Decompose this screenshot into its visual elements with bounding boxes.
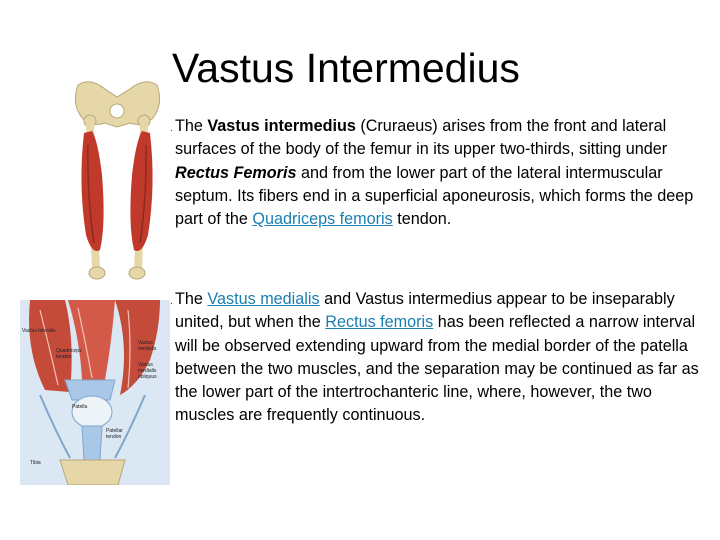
text-run: (Cruraeus) arises from the front and lateral surfaces of the body of the femur in its upper two-thirds, sitting under [175, 117, 668, 159]
link-vastus-medialis[interactable]: Vastus medialis [207, 290, 320, 308]
text-run: The [175, 117, 208, 135]
bullet-marker: . [170, 123, 173, 134]
bold-italic-rectus-femoris: Rectus Femoris [175, 163, 297, 182]
text-run: has been reflected a narrow interval will be observed extending upward from the medial border of the patella between the two muscles, and the separation may be continued as far as the lower part of the intertrochanteric line, where, however, the two muscles are frequently continuous. [175, 313, 699, 425]
label-patellar-tendon: Patellar tendon [106, 428, 123, 440]
paragraph-relations [175, 288, 705, 428]
slide-title: Vastus Intermedius [172, 45, 520, 91]
link-quadriceps-femoris[interactable]: Quadriceps femoris [252, 210, 393, 229]
pelvis-thigh-muscles-illustration [60, 75, 175, 285]
label-patella: Patella [72, 404, 88, 410]
label-quadriceps-tendon: Quadriceps tendon [56, 348, 82, 360]
label-vastus-medialis: Vastus medialis [138, 340, 157, 352]
text-run: The [175, 290, 208, 308]
text-run: and Vastus intermedius appear to be inseparably united, but when the [175, 290, 675, 332]
knee-anatomy-illustration [20, 300, 170, 485]
label-vastus-medialis-obliquus: Vastus medialis obliquus [138, 362, 157, 380]
label-tibia: Tibia [30, 460, 41, 466]
text-run: tendon. [392, 210, 452, 229]
paragraph-origin [175, 115, 705, 231]
bullet-marker: . [170, 296, 173, 307]
text-run: and from the lower part of the lateral intermuscular septum. Its fibers end in a superficial aponeurosis, which forms the deep part of the [175, 163, 694, 229]
link-rectus-femoris[interactable]: Rectus femoris [325, 313, 434, 332]
bold-term-vastus-intermedius: Vastus intermedius [207, 117, 356, 135]
label-vastus-lateralis: Vastus lateralis [22, 328, 56, 334]
